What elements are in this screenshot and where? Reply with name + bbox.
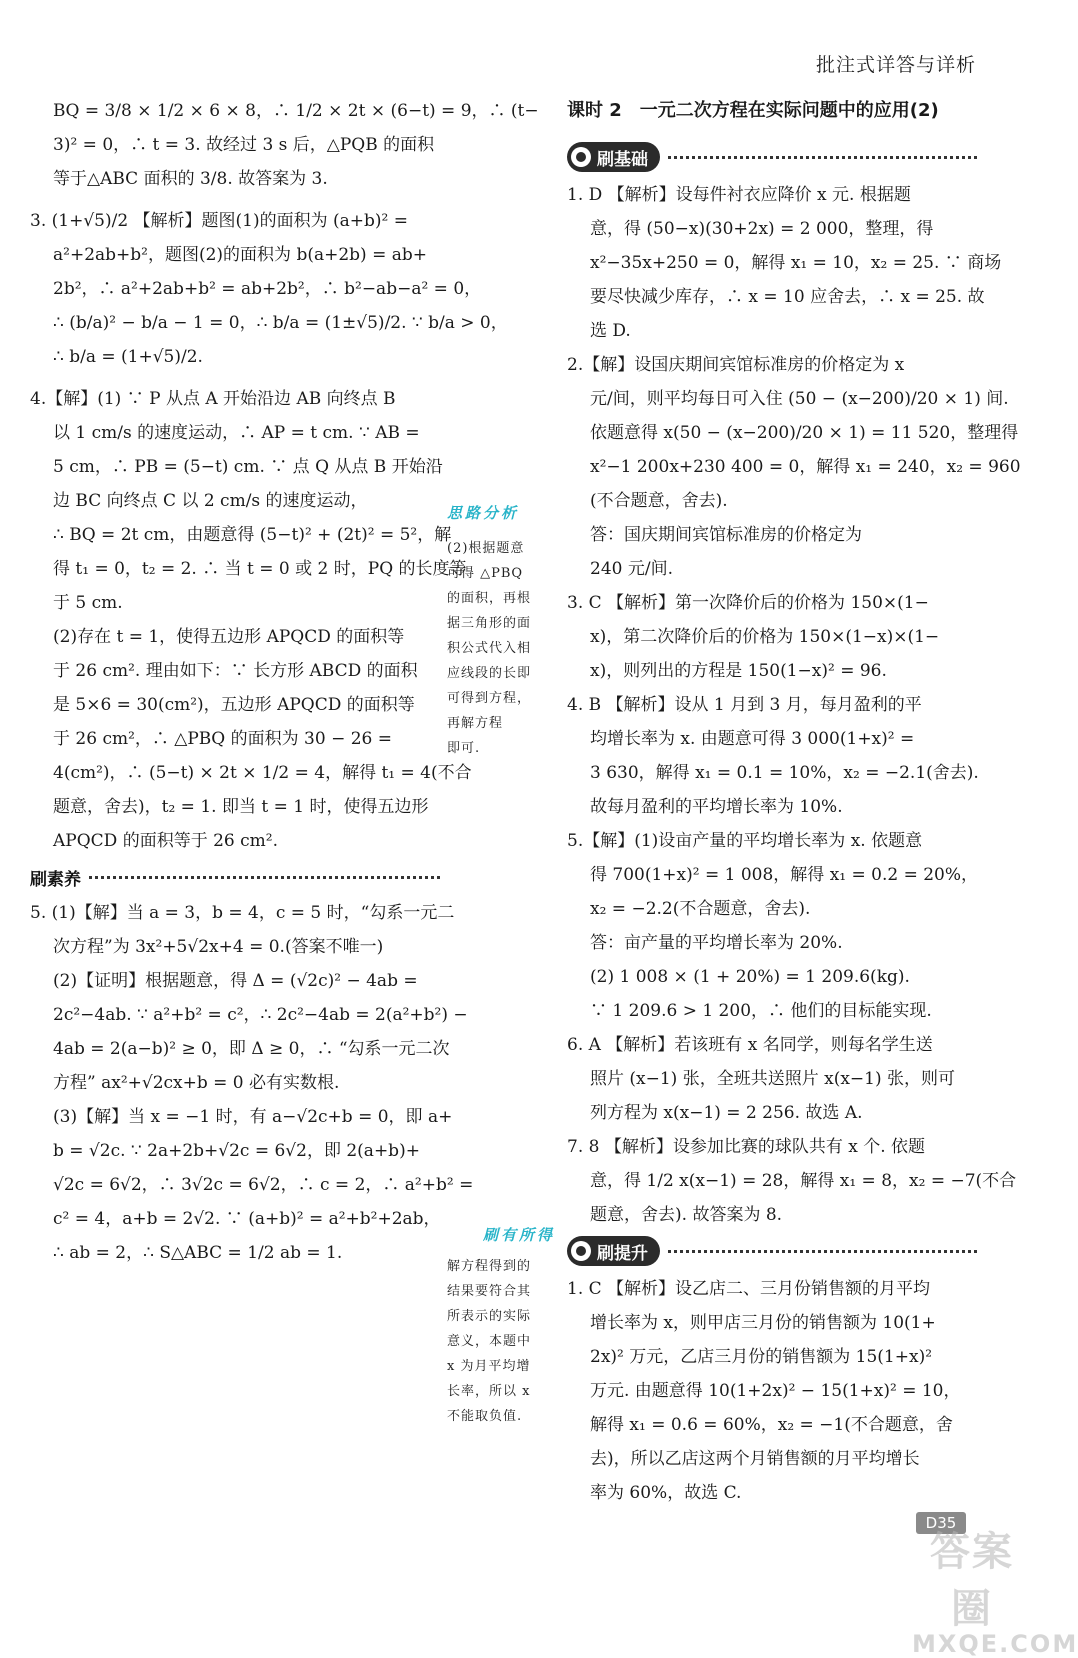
text-line: 增长率为 x，则甲店三月份的销售额为 10(1+	[590, 1313, 936, 1333]
sidebar-note-analysis	[447, 500, 555, 761]
sidebar-note-takeaway	[447, 1222, 555, 1429]
note-line: 据三角形的面	[447, 616, 532, 631]
note-line: (2)根据题意	[447, 541, 525, 556]
text-line: 4.【解】(1) ∵ P 从点 A 开始沿边 AB 向终点 B	[30, 389, 396, 409]
text-line: ∴ ab = 2，∴ S△ABC = 1/2 ab = 1.	[53, 1243, 343, 1263]
running-header: 批注式详答与详析	[815, 54, 976, 76]
text-line: 3. (1+√5)/2 【解析】题图(1)的面积为 (a+b)² =	[30, 211, 409, 231]
text-line: 照片 (x−1) 张，全班共送照片 x(x−1) 张，则可	[590, 1069, 956, 1089]
text-line: 依题意得 x(50 − (x−200)/20 × 1) = 11 520，整理得	[590, 423, 1019, 443]
note-line: 不能取负值.	[447, 1409, 523, 1424]
text-line: 解得 x₁ = 0.6 = 60%，x₂ = −1(不合题意，舍	[590, 1415, 953, 1435]
note-line: 积公式代入相	[447, 641, 532, 656]
text-line: ∴ (b/a)² − b/a − 1 = 0，∴ b/a = (1±√5)/2. ∵ b/a > 0，	[53, 313, 508, 333]
text-line: 于 5 cm.	[53, 593, 123, 613]
note-line: 再解方程	[447, 716, 504, 731]
text-line: x²−35x+250 = 0，解得 x₁ = 10，x₂ = 25. ∵ 商场	[590, 253, 1002, 273]
text-line: 以 1 cm/s 的速度运动，∴ AP = t cm. ∵ AB =	[53, 423, 420, 443]
dotted-rule	[668, 1250, 977, 1253]
text-line: (不合题意，舍去).	[590, 491, 728, 511]
page-number: D35	[916, 1512, 966, 1534]
text-line: √2c = 6√2，∴ 3√2c = 6√2，∴ c = 2，∴ a²+b² =	[53, 1175, 474, 1195]
section-label: 刷基础	[597, 149, 648, 170]
text-line: 3)² = 0，∴ t = 3. 故经过 3 s 后，△PQB 的面积	[53, 135, 435, 155]
text-line: a²+2ab+b²，题图(2)的面积为 b(a+2b) = ab+	[53, 245, 427, 265]
text-line: 2x)² 万元，乙店三月份的销售额为 15(1+x)²	[590, 1347, 933, 1367]
section-heading-advanced	[567, 1234, 977, 1268]
text-line: b = √2c. ∵ 2a+2b+√2c = 6√2，即 2(a+b)+	[53, 1141, 420, 1161]
text-line: 2b²，∴ a²+2ab+b² = ab+2b²，∴ b²−ab−a² = 0，	[53, 279, 482, 299]
note-line: 即可.	[447, 741, 481, 756]
text-line: x)，第二次降价后的价格为 150×(1−x)×(1−	[590, 627, 940, 647]
text-line: 2c²−4ab. ∵ a²+b² = c²，∴ 2c²−4ab = 2(a²+b²) −	[53, 1005, 468, 1025]
lesson-title: 课时 2 一元二次方程在实际问题中的应用(2)	[567, 100, 939, 121]
section-badge	[567, 142, 660, 172]
note-title: 思路分析	[447, 504, 520, 522]
text-line: 列方程为 x(x−1) = 2 256. 故选 A.	[590, 1103, 863, 1123]
text-line: 于 26 cm². 理由如下：∵ 长方形 ABCD 的面积	[53, 661, 418, 681]
text-line: (2) 1 008 × (1 + 20%) = 1 209.6(kg).	[590, 967, 910, 987]
text-line: 4. B 【解析】设从 1 月到 3 月，每月盈利的平	[567, 695, 922, 715]
text-line: x²−1 200x+230 400 = 0，解得 x₁ = 240，x₂ = 960	[590, 457, 1021, 477]
text-line: 5 cm，∴ PB = (5−t) cm. ∵ 点 Q 从点 B 开始沿	[53, 457, 443, 477]
text-line: 万元. 由题意得 10(1+2x)² − 15(1+x)² = 10，	[590, 1381, 961, 1401]
note-line: 可得 △PBQ	[447, 566, 524, 581]
text-line: 4ab = 2(a−b)² ≥ 0，即 Δ ≥ 0，∴ “勾系一元二次	[53, 1039, 450, 1059]
text-line: 元/间，则平均每日可入住 (50 − (x−200)/20 × 1) 间.	[590, 389, 1009, 409]
note-line: 结果要符合其	[447, 1284, 532, 1299]
note-line: x 为月平均增	[447, 1359, 531, 1374]
text-line: 意，得 1/2 x(x−1) = 28，解得 x₁ = 8，x₂ = −7(不合	[590, 1171, 1017, 1191]
note-line: 解方程得到的	[447, 1259, 532, 1274]
text-line: ∴ b/a = (1+√5)/2.	[53, 347, 203, 367]
text-line: (2)【证明】根据题意，得 Δ = (√2c)² − 4ab =	[53, 971, 418, 991]
text-line: 5. (1)【解】当 a = 3，b = 4，c = 5 时，“勾系一元二	[30, 903, 455, 923]
brush-icon	[571, 1241, 591, 1261]
text-line: 去)，所以乙店这两个月销售额的月平均增长	[590, 1449, 920, 1469]
note-line: 所表示的实际	[447, 1309, 532, 1324]
note-line: 意义，本题中	[447, 1334, 532, 1349]
text-line: 于 26 cm²，∴ △PBQ 的面积为 30 − 26 =	[53, 729, 393, 749]
section-heading-basic	[567, 140, 977, 174]
text-line: 得 t₁ = 0，t₂ = 2. ∴ 当 t = 0 或 2 时，PQ 的长度等	[53, 559, 467, 579]
section-badge	[567, 1236, 660, 1266]
text-line: 次方程”为 3x²+5√2x+4 = 0.(答案不唯一)	[53, 937, 384, 957]
note-title: 刷有所得	[482, 1226, 555, 1244]
watermark-url: MXQE.COM	[912, 1630, 1078, 1658]
brush-icon	[571, 147, 591, 167]
section-label: 刷提升	[597, 1243, 648, 1264]
text-line: 4(cm²)，∴ (5−t) × 2t × 1/2 = 4，解得 t₁ = 4(不合	[53, 763, 472, 783]
text-line: 边 BC 向终点 C 以 2 cm/s 的速度运动，	[53, 491, 368, 511]
right-column	[567, 94, 1021, 1510]
text-line: APQCD 的面积等于 26 cm².	[53, 831, 278, 851]
text-line: x₂ = −2.2(不合题意，舍去).	[590, 899, 811, 919]
text-line: 1. C 【解析】设乙店二、三月份销售额的月平均	[567, 1279, 931, 1299]
text-line: 方程” ax²+√2cx+b = 0 必有实数根.	[53, 1073, 340, 1093]
watermark-logo-text: 答案圈	[930, 1529, 1014, 1632]
note-line: 应线段的长即	[447, 666, 532, 681]
text-line: 7. 8 【解析】设参加比赛的球队共有 x 个. 依题	[567, 1137, 926, 1157]
text-line: 答：亩产量的平均增长率为 20%.	[590, 933, 843, 953]
text-line: BQ = 3/8 × 1/2 × 6 × 8，∴ 1/2 × 2t × (6−t) = 9，∴ (t−	[53, 101, 539, 121]
text-line: c² = 4，a+b = 2√2. ∵ (a+b)² = a²+b²+2ab，	[53, 1209, 441, 1229]
text-line: 3. C 【解析】第一次降价后的价格为 150×(1−	[567, 593, 929, 613]
text-line: 是 5×6 = 30(cm²)，五边形 APQCD 的面积等	[53, 695, 415, 715]
text-line: 3 630，解得 x₁ = 0.1 = 10%，x₂ = −2.1(舍去).	[590, 763, 979, 783]
text-line: 1. D 【解析】设每件衬衣应降价 x 元. 根据题	[567, 185, 911, 205]
text-line: x)，则列出的方程是 150(1−x)² = 96.	[590, 661, 887, 681]
text-line: 题意，舍去). 故答案为 8.	[590, 1205, 783, 1225]
note-line: 的面积，再根	[447, 591, 532, 606]
text-line: (3)【解】当 x = −1 时，有 a−√2c+b = 0，即 a+	[53, 1107, 453, 1127]
text-line: 等于△ABC 面积的 3/8. 故答案为 3.	[53, 169, 328, 189]
text-line: 2.【解】设国庆期间宾馆标准房的价格定为 x	[567, 355, 905, 375]
text-line: (2)存在 t = 1，使得五边形 APQCD 的面积等	[53, 627, 405, 647]
text-line: 意，得 (50−x)(30+2x) = 2 000，整理，得	[590, 219, 934, 239]
text-line: ∵ 1 209.6 > 1 200，∴ 他们的目标能实现.	[590, 1001, 932, 1021]
dotted-rule	[89, 876, 440, 879]
text-line: 5.【解】(1)设亩产量的平均增长率为 x. 依题意	[567, 831, 923, 851]
note-line: 长率，所以 x	[447, 1384, 531, 1399]
section-label: 刷素养	[30, 869, 81, 890]
text-line: 均增长率为 x. 由题意可得 3 000(1+x)² =	[590, 729, 915, 749]
text-line: ∴ BQ = 2t cm，由题意得 (5−t)² + (2t)² = 5²，解	[53, 525, 452, 545]
text-line: 故每月盈利的平均增长率为 10%.	[590, 797, 843, 817]
text-line: 率为 60%，故选 C.	[590, 1483, 742, 1503]
text-line: 得 700(1+x)² = 1 008，解得 x₁ = 0.2 = 20%，	[590, 865, 979, 885]
text-line: 要尽快减少库存，∴ x = 10 应舍去，∴ x = 25. 故	[590, 287, 985, 307]
text-line: 选 D.	[590, 321, 631, 341]
section-heading-literacy	[30, 862, 440, 892]
text-line: 题意，舍去)，t₂ = 1. 即当 t = 1 时，使得五边形	[53, 797, 429, 817]
text-line: 6. A 【解析】若该班有 x 名同学，则每名学生送	[567, 1035, 933, 1055]
site-watermark	[912, 1520, 1078, 1658]
dotted-rule	[668, 156, 977, 159]
text-line: 240 元/间.	[590, 559, 673, 579]
note-line: 可得到方程，	[447, 691, 532, 706]
text-line: 答：国庆期间宾馆标准房的价格定为	[590, 525, 862, 545]
